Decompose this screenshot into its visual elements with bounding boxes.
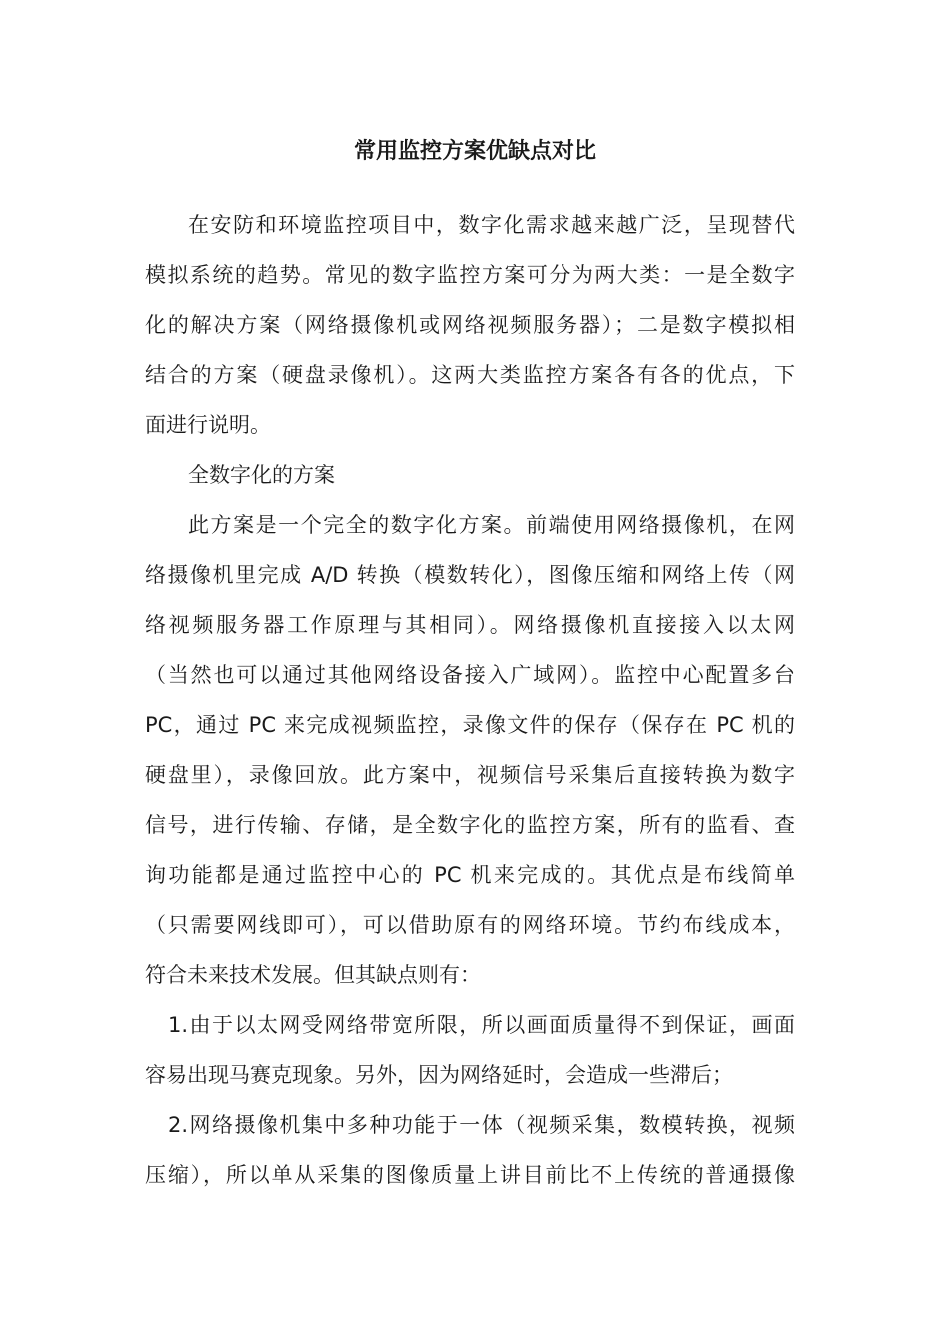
paragraph-line: 信号，进行传输、存储，是全数字化的监控方案，所有的监看、查 [145, 813, 795, 837]
paragraph-line: 络摄像机里完成 A/D 转换（模数转化），图像压缩和网络上传（网 [145, 563, 795, 587]
list-item-line: 容易出现马赛克现象。另外，因为网络延时，会造成一些滞后； [145, 1063, 733, 1087]
paragraph-line: 模拟系统的趋势。常见的数字监控方案可分为两大类：一是全数字 [145, 263, 795, 287]
paragraph-line: （当然也可以通过其他网络设备接入广域网）。监控中心配置多台 [145, 663, 795, 687]
paragraph-line: （只需要网线即可），可以借助原有的网络环境。节约布线成本， [145, 913, 795, 937]
paragraph-line: 符合未来技术发展。但其缺点则有： [145, 963, 481, 987]
list-item-line: 1.由于以太网受网络带宽所限，所以画面质量得不到保证，画面 [168, 1013, 795, 1037]
paragraph-line: 化的解决方案（网络摄像机或网络视频服务器）；二是数字模拟相 [145, 313, 795, 337]
document-title: 常用监控方案优缺点对比 [353, 139, 596, 164]
paragraph-line: 结合的方案（硬盘录像机）。这两大类监控方案各有各的优点，下 [145, 363, 795, 387]
paragraph-line: 此方案是一个完全的数字化方案。前端使用网络摄像机，在网 [188, 513, 795, 537]
section-heading: 全数字化的方案 [188, 463, 335, 487]
paragraph-line: 面进行说明。 [145, 413, 271, 437]
paragraph-line: PC，通过 PC 来完成视频监控，录像文件的保存（保存在 PC 机的 [145, 713, 795, 737]
paragraph-line: 络视频服务器工作原理与其相同）。网络摄像机直接接入以太网 [145, 613, 795, 637]
list-item-line: 压缩），所以单从采集的图像质量上讲目前比不上传统的普通摄像 [145, 1163, 795, 1187]
paragraph-line: 询功能都是通过监控中心的 PC 机来完成的。其优点是布线简单 [145, 863, 795, 887]
paragraph-line: 在安防和环境监控项目中，数字化需求越来越广泛，呈现替代 [188, 213, 795, 237]
paragraph-line: 硬盘里），录像回放。此方案中，视频信号采集后直接转换为数字 [145, 763, 795, 787]
list-item-line: 2.网络摄像机集中多种功能于一体（视频采集，数模转换，视频 [168, 1113, 795, 1137]
